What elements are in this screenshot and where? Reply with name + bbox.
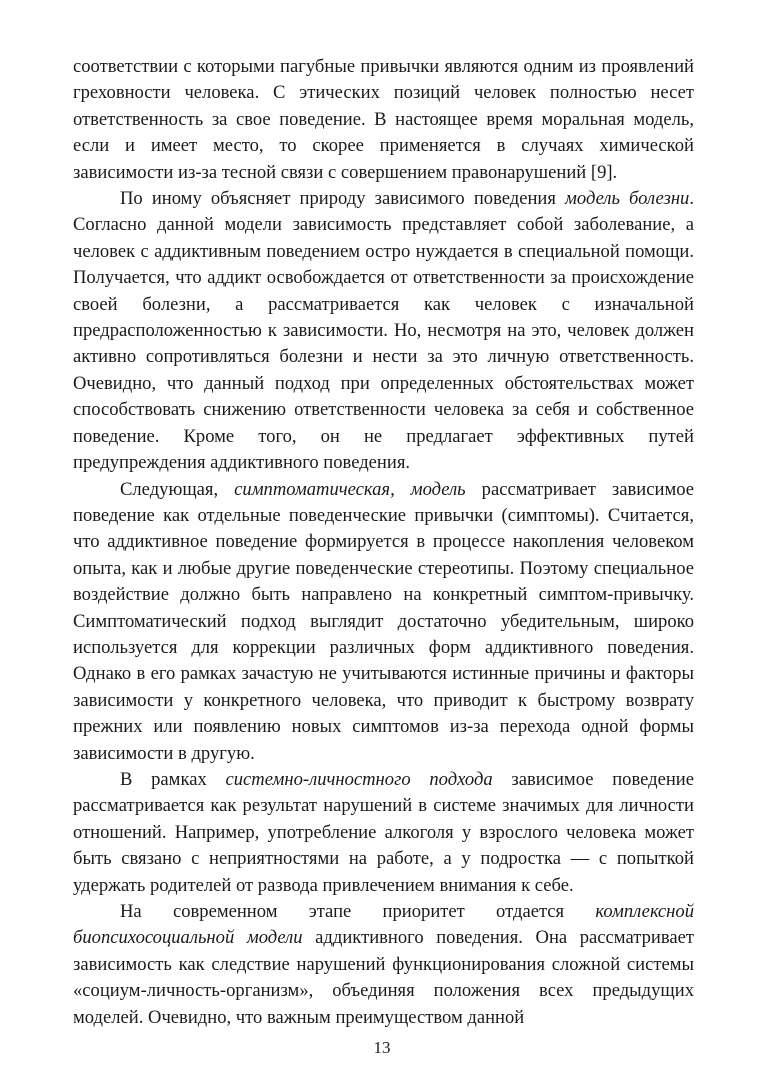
italic-term: симптоматическая, модель (234, 478, 466, 500)
paragraph-text: соответствии с которыми пагубные привычки являются одним из проявлений греховности человека. С этических позиций человек полностью несет ответственность за свое поведение. В настоящее время моральная модель, если и имеет место, то скорее применяется в случаях химической зависимости из-за тесной связи с совершением правонарушений [9]. (73, 56, 694, 183)
italic-term: комплексной биопсихосоциальной модели (73, 901, 694, 949)
paragraph-text: На современном этапе приоритет отдается (120, 901, 596, 922)
paragraph-5 (73, 899, 694, 1031)
paragraph-text: аддиктивного поведения. Она рассматривает зависимость как следствие нарушений функционирования сложной системы «социум-личность-организм», объединяя положения всех предыдущих моделей. Очевидно, что важным преимуществом данной (73, 927, 694, 1028)
italic-term: системно-личностного подхода (225, 768, 493, 790)
paragraph-2 (73, 186, 694, 476)
paragraph-4 (73, 767, 694, 899)
paragraph-1 (73, 54, 694, 186)
paragraph-text: зависимое поведение рассматривается как результат нарушений в системе значимых для личности отношений. Например, употребление алкоголя у взрослого человека может быть связано с неприятностями на работе, а у подростка — с попыткой удержать родителей от развода привлечением внимания к себе. (73, 768, 694, 896)
paragraph-text: В рамках (120, 768, 226, 790)
paragraph-text: Следующая, (120, 478, 235, 500)
italic-term: модель болезни (565, 188, 690, 210)
paragraph-3 (73, 477, 694, 767)
page-body (73, 54, 694, 1031)
paragraph-text: По иному объясняет природу зависимого поведения (120, 188, 566, 210)
paragraph-text: рассматривает зависимое поведение как отдельные поведенческие привычки (симптомы). Считается, что аддиктивное поведение формируется в процессе накопления человеком опыта, как и любые другие поведенческие стереотипы. Поэтому специальное воздействие должно быть направлено на конкретный симптом-привычку. Симптоматический подход выглядит достаточно убедительным, широко используется для коррекции различных форм аддиктивного поведения. Однако в его рамках зачастую не учитываются истинные причины и факторы зависимости у конкретного человека, что приводит к быстрому возврату прежних или появлению новых симптомов из-за перехода одной формы зависимости в другую. (73, 478, 694, 764)
paragraph-text: . Согласно данной модели зависимость представляет собой заболевание, а человек с аддиктивным поведением остро нуждается в специальной помощи. Получается, что аддикт освобождается от ответственности за происхождение своей болезни, а рассматривается как человек с изначальной предрасположенностью к зависимости. Но, несмотря на это, человек должен активно сопротивляться болезни и нести за это личную ответственность. Очевидно, что данный подход при определенных обстоятельствах может способствовать снижению ответственности человека за себя и собственное поведение. Кроме того, он не предлагает эффективных путей предупреждения аддиктивного поведения. (73, 188, 694, 474)
page-number: 13 (373, 1038, 391, 1057)
